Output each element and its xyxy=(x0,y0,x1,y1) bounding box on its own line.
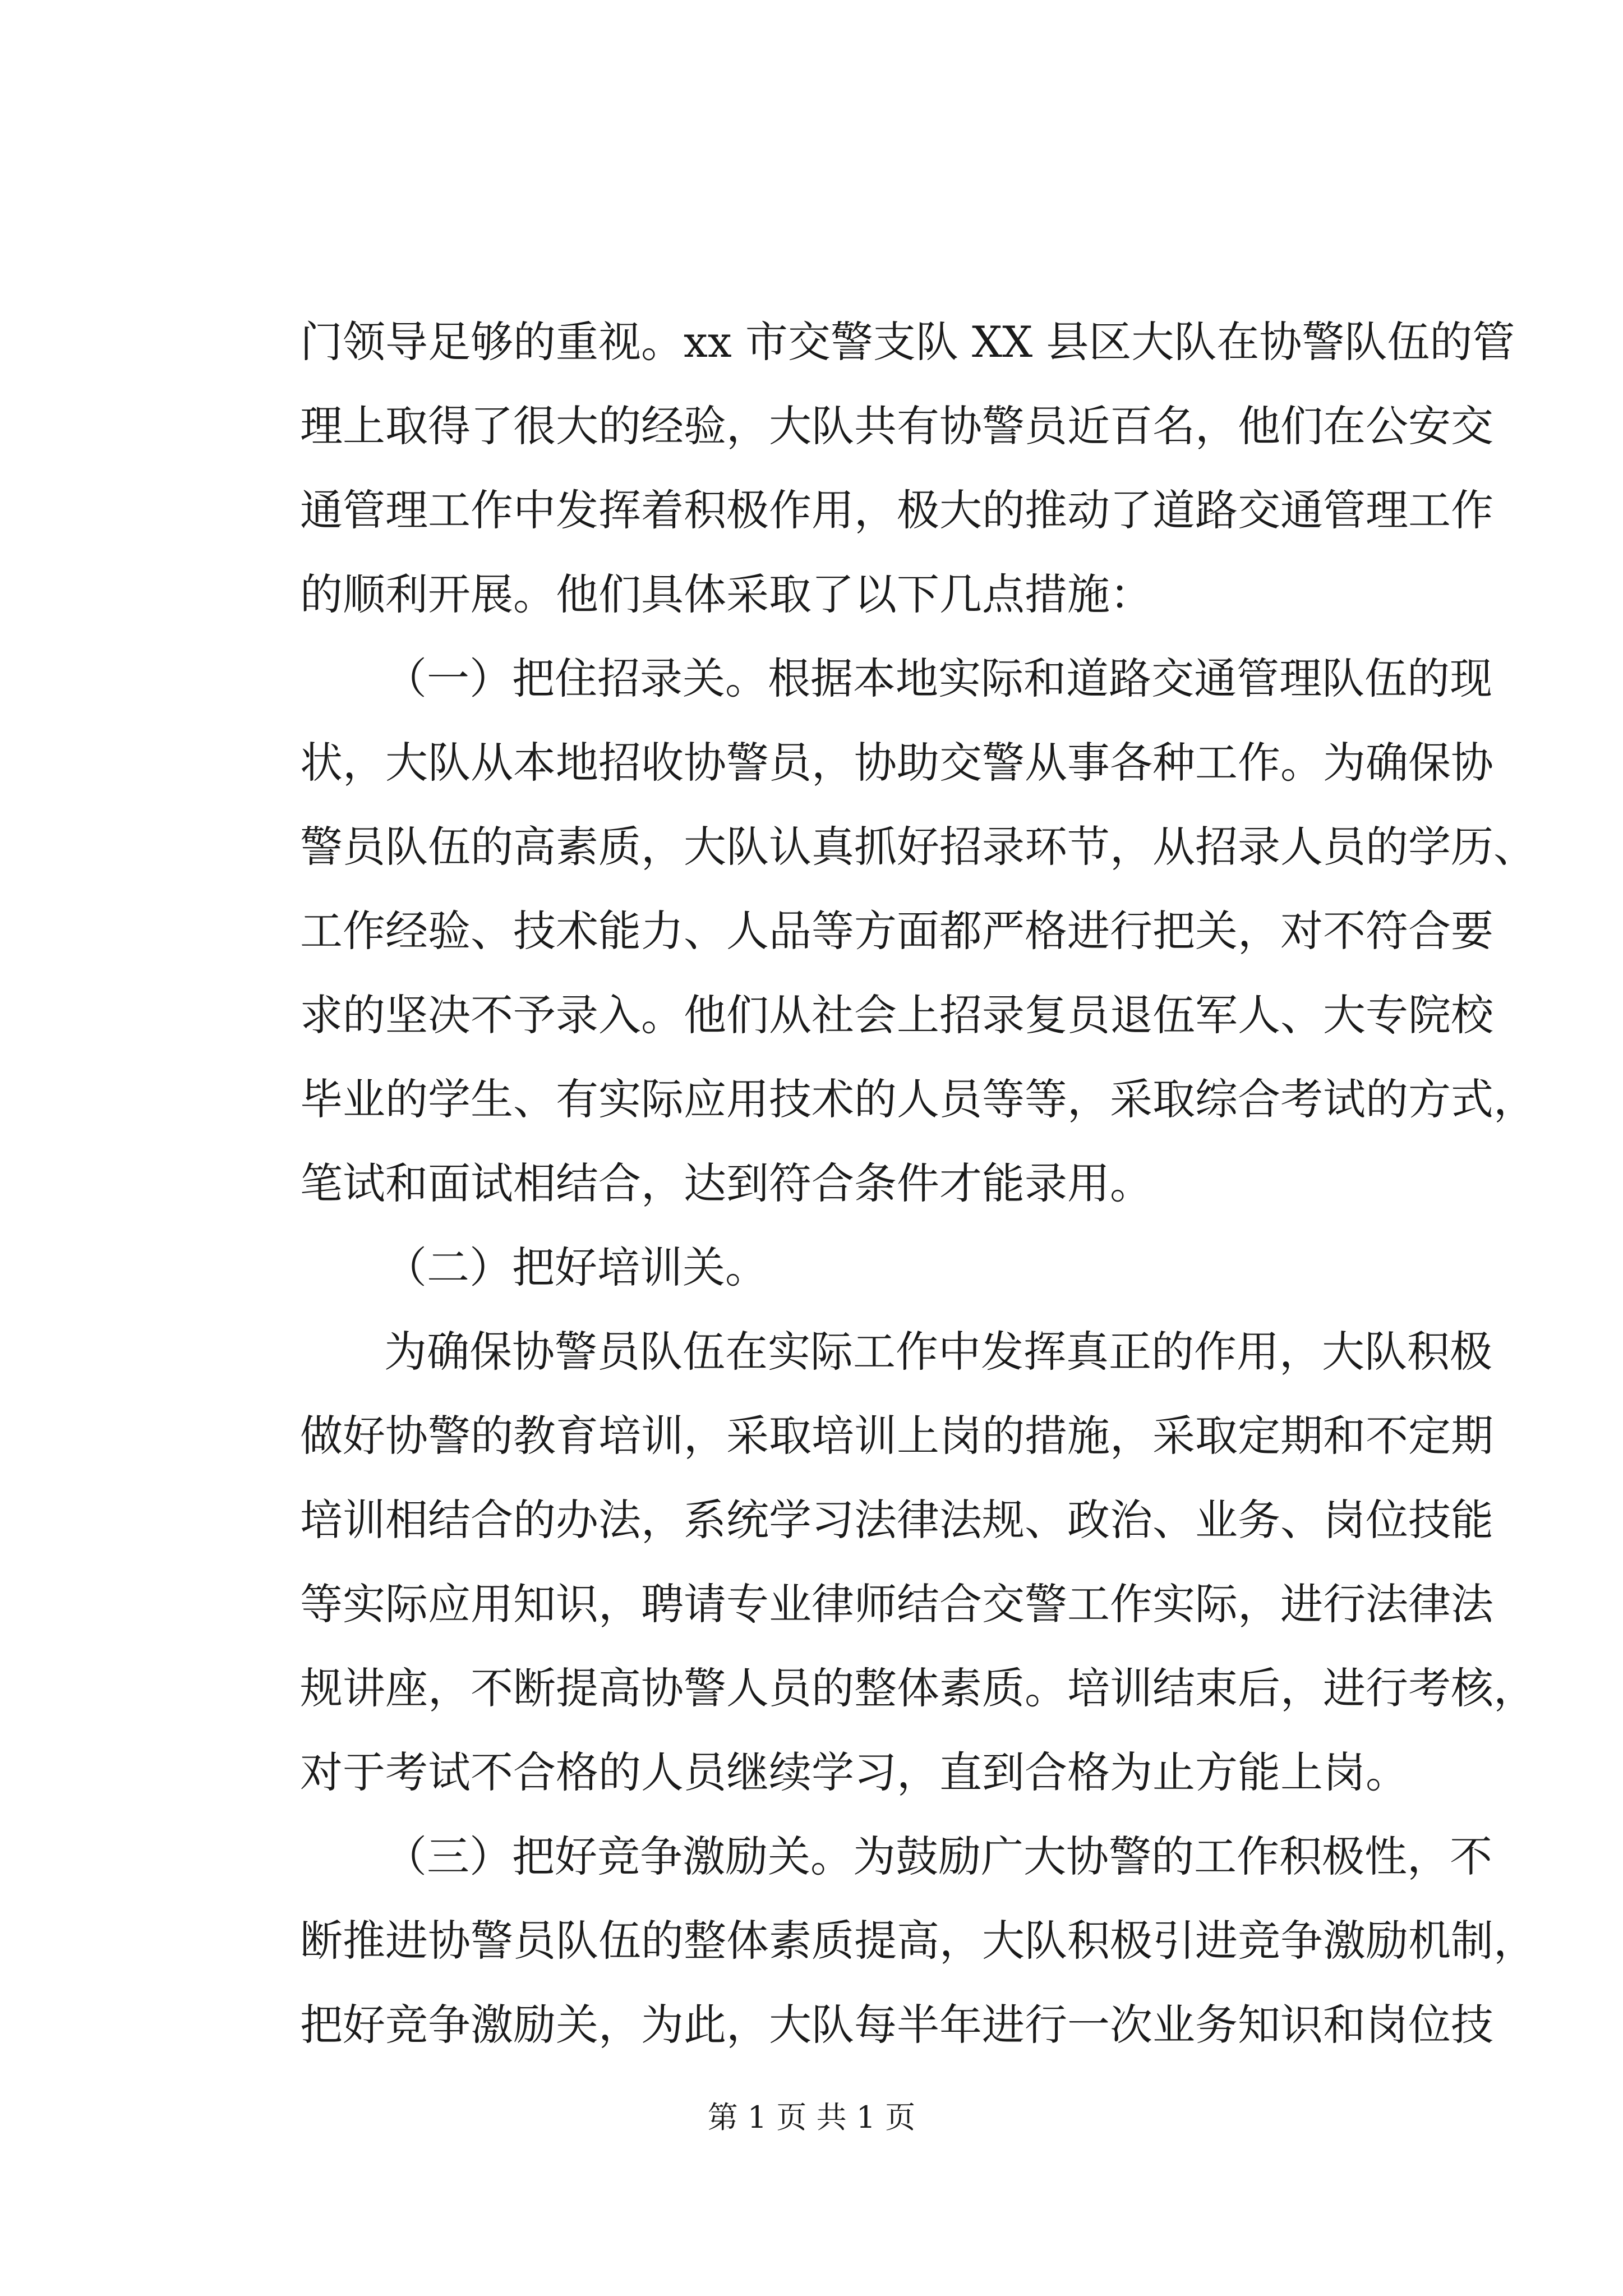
text-line: （二）把好培训关。 xyxy=(384,1243,768,1292)
text-line: 门领导足够的重视。xx 市交警支队 XX 县区大队在协警队伍的管 xyxy=(300,317,1515,367)
text-line: 状，大队从本地招收协警员，协助交警从事各种工作。为确保协 xyxy=(300,738,1493,788)
text-line: 对于考试不合格的人员继续学习，直到合格为止方能上岗。 xyxy=(300,1747,1408,1797)
text-line: 等实际应用知识，聘请专业律师结合交警工作实际，进行法律法 xyxy=(300,1579,1493,1629)
text-line: （一）把住招录关。根据本地实际和道路交通管理队伍的现 xyxy=(384,654,1492,703)
text-line: 笔试和面试相结合，达到符合条件才能录用。 xyxy=(300,1158,1152,1208)
text-line: 工作经验、技术能力、人品等方面都严格进行把关，对不符合要 xyxy=(300,906,1493,956)
page-number-label: 第 1 页 共 1 页 xyxy=(707,2100,916,2135)
text-line: 把好竞争激励关，为此，大队每半年进行一次业务知识和岗位技 xyxy=(300,2000,1493,2050)
text-line: 求的坚决不予录入。他们从社会上招录复员退伍军人、大专院校 xyxy=(300,990,1493,1040)
text-line: 做好协警的教育培训，采取培训上岗的措施，采取定期和不定期 xyxy=(300,1411,1493,1461)
text-line: 通管理工作中发挥着积极作用，极大的推动了道路交通管理工作 xyxy=(300,485,1493,535)
text-line: 培训相结合的办法，系统学习法律法规、政治、业务、岗位技能 xyxy=(300,1495,1493,1545)
text-line: 规讲座，不断提高协警人员的整体素质。培训结束后，进行考核， xyxy=(300,1663,1536,1713)
text-line: 警员队伍的高素质，大队认真抓好招录环节，从招录人员的学历、 xyxy=(300,822,1536,872)
page-footer xyxy=(0,2095,1623,2140)
text-line: 的顺利开展。他们具体采取了以下几点措施： xyxy=(300,569,1152,619)
text-line: 理上取得了很大的经验，大队共有协警员近百名，他们在公安交 xyxy=(300,401,1493,451)
document-body xyxy=(300,300,1536,2067)
text-line: 断推进协警员队伍的整体素质提高，大队积极引进竞争激励机制， xyxy=(300,1916,1536,1966)
text-line: 毕业的学生、有实际应用技术的人员等等，采取综合考试的方式， xyxy=(300,1074,1536,1124)
text-line: 为确保协警员队伍在实际工作中发挥真正的作用，大队积极 xyxy=(384,1327,1492,1377)
text-line: （三）把好竞争激励关。为鼓励广大协警的工作积极性，不 xyxy=(384,1832,1492,1881)
